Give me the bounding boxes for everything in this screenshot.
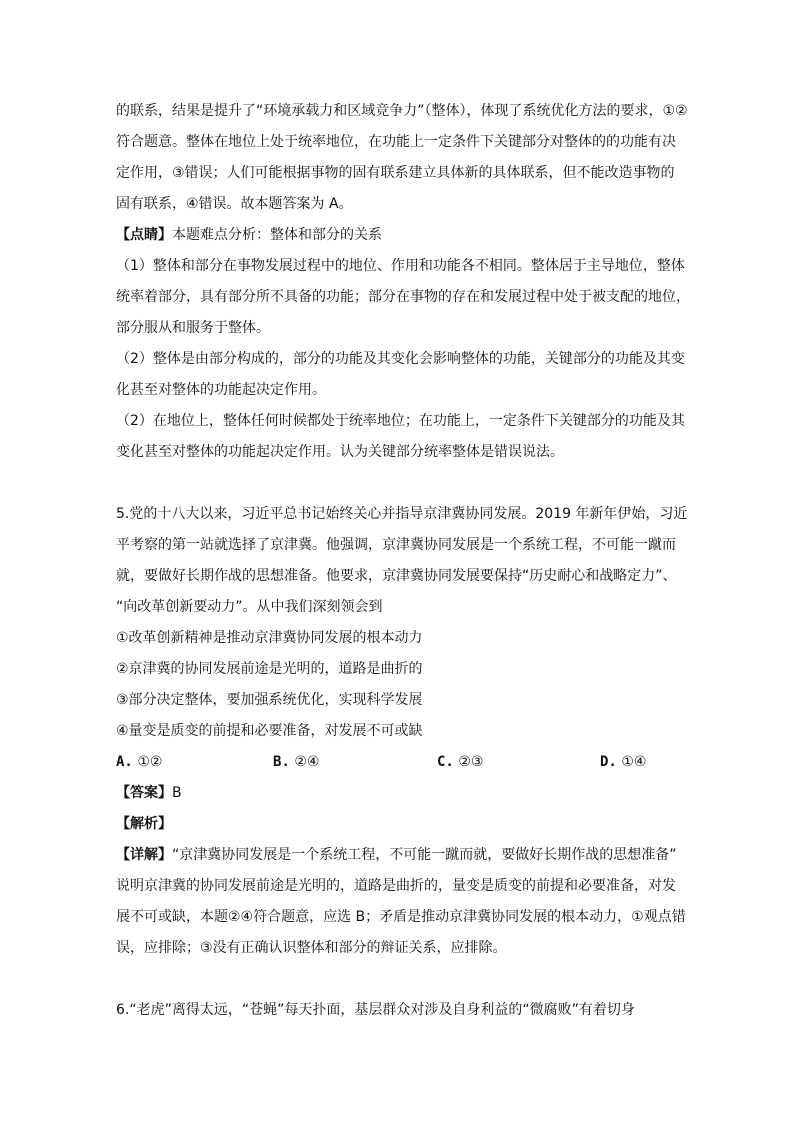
text-line: 展不可或缺，本题②④符合题意，应选 B；矛盾是推动京津冀协同发展的根本动力，①观点错 [116,909,686,925]
question-5 [116,499,688,964]
text-line: （2）在地位上，整体任何时候都处于统率地位；在功能上，一定条件下关键部分的功能及其 [116,413,685,429]
text-line: 化甚至对整体的功能起决定作用。 [116,382,326,398]
question-stem-line: “向改革创新要动力”。从中我们深刻领会到 [116,599,383,615]
dianjing-tag: 【点睛】 [116,227,172,243]
text-line: 说明京津冀的协同发展前途是光明的，道路是曲折的，量变是质变的前提和必要准备，对发 [116,878,676,894]
spacer [116,468,684,499]
question-stem-line: 就，要做好长期作战的思想准备。他要求，京津冀协同发展要保持“历史耐心和战略定力”、 [116,568,677,584]
text-line: 符合题意。整体在地位上处于统率地位，在功能上一定条件下关键部分对整体的的功能有决 [116,134,676,150]
spacer [116,964,684,995]
dianjing-body [116,251,690,468]
answer-value: B [172,785,182,801]
question-6 [116,995,684,1026]
question-stem-line: 6.“老虎”离得太远，“苍蝇”每天扑面，基层群众对涉及自身利益的“微腐败”有着切身 [116,1002,635,1018]
text-line: 统率着部分，具有部分所不具备的功能；部分在事物的存在和发展过程中处于被支配的地位， [116,289,690,305]
text-line: 的联系，结果是提升了“环境承载力和区域竞争力”（整体），体现了系统优化方法的要求，①② [116,103,688,119]
detail-text: “京津冀协同发展是一个系统工程，不可能一蹴而就，要做好长期作战的思想准备” [172,847,677,863]
option-b: B. ②④ [273,754,320,770]
answer-options [116,747,684,778]
answer-line [116,778,684,809]
question-stem-line: 平考察的第一站就选择了京津冀。他强调，京津冀协同发展是一个系统工程，不可能一蹴而 [116,537,676,553]
text-line: 定作用，③错误；人们可能根据事物的固有联系建立具体新的具体联系，但不能改造事物的 [116,165,675,181]
dianjing-heading [116,220,684,251]
option-a: A. ①② [116,754,163,770]
detail-line [116,840,684,871]
option-d: D. ①④ [600,754,647,770]
statement-item: ②京津冀的协同发展前途是光明的，道路是曲折的 [116,661,423,677]
text-line: 变化甚至对整体的功能起决定作用。认为关键部分统率整体是错误说法。 [116,444,564,460]
statement-item: ③部分决定整体，要加强系统优化，实现科学发展 [116,692,423,708]
text-line: 误，应排除；③没有正确认识整体和部分的辩证关系，应排除。 [116,940,507,956]
answer-tag: 【答案】 [116,785,172,801]
text-line: 固有联系，④错误。故本题答案为 A。 [116,196,353,212]
dianjing-text: 本题难点分析：整体和部分的关系 [172,227,382,243]
text-line: （1）整体和部分在事物发展过程中的地位、作用和功能各不相同。整体居于主导地位，整体 [116,258,685,274]
text-line: 部分服从和服务于整体。 [116,320,270,336]
statement-item: ①改革创新精神是推动京津冀协同发展的根本动力 [116,630,423,646]
text-line: （2）整体是由部分构成的，部分的功能及其变化会影响整体的功能，关键部分的功能及其变 [116,351,685,367]
document-page [116,96,690,1026]
analysis-tag: 【解析】 [116,816,172,832]
detail-tag: 【详解】 [116,847,172,863]
statement-item: ④量变是质变的前提和必要准备，对发展不可或缺 [116,723,423,739]
explanation-continued [116,96,688,220]
option-c: C. ②③ [437,754,484,770]
question-stem-line: 5.党的十八大以来，习近平总书记始终关心并指导京津冀协同发展。2019 年新年伊始，习近 [116,506,688,522]
